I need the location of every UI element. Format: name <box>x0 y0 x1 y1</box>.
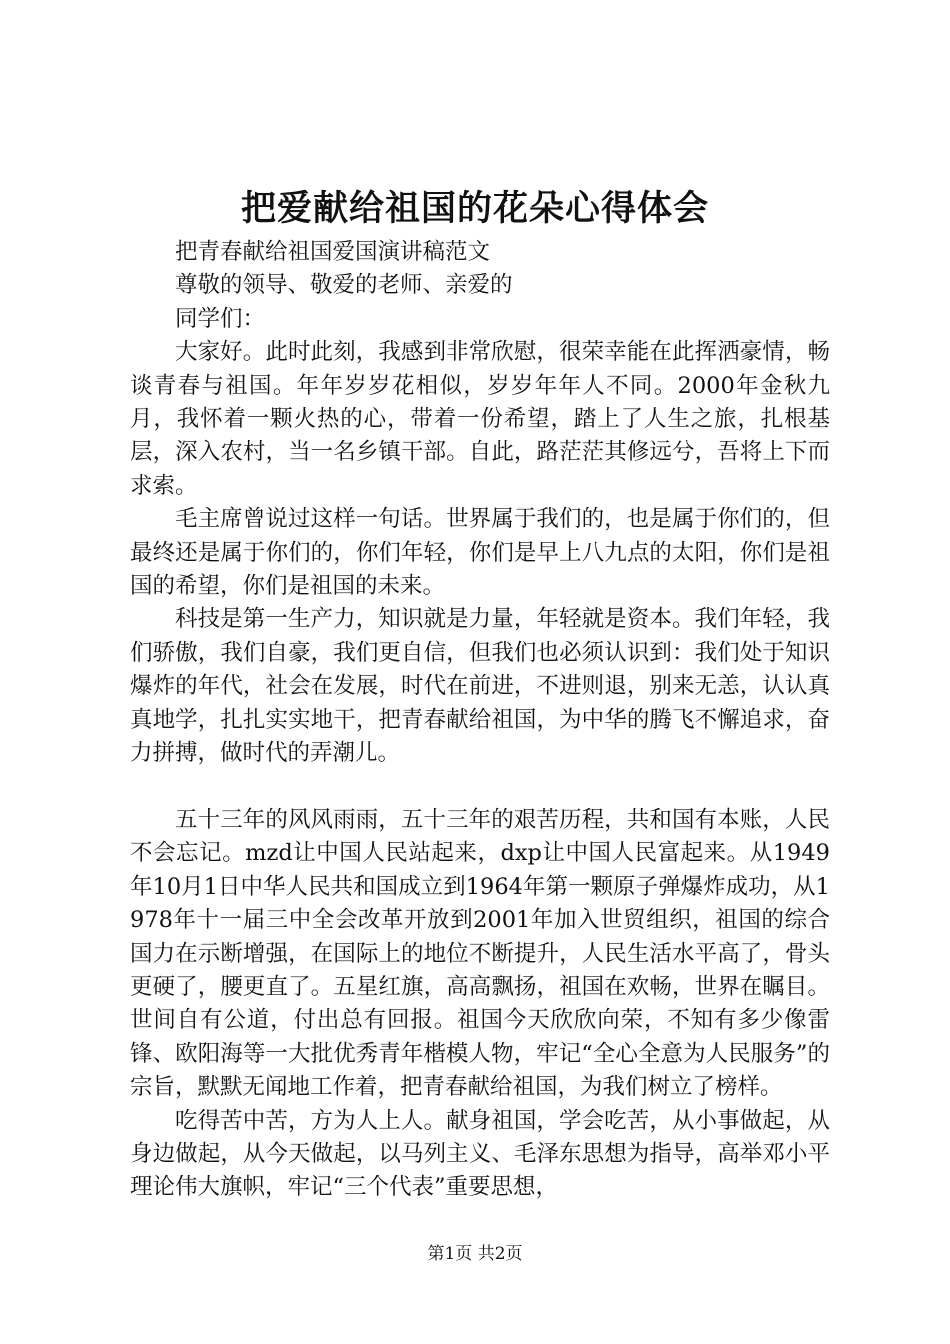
intro-line-2: 尊敬的领导、敬爱的老师、亲爱的 <box>175 272 513 299</box>
paragraph-2: 毛主席曾说过这样一句话。世界属于我们的，也是属于你们的，但最终还是属于你们的，你们年轻，你们是早上八九点的太阳，你们是祖国的希望，你们是祖国的未来。 <box>130 506 830 600</box>
paragraph-3: 科技是第一生产力，知识就是力量，年轻就是资本。我们年轻，我们骄傲，我们自豪，我们更自信，但我们也必须认识到：我们处于知识爆炸的年代，社会在发展，时代在前进，不进则退，别来无恙，认认真真地学，扎扎实实地干，把青春献给祖国，为中华的腾飞不懈追求，奋力拼搏，做时代的弄潮儿。 <box>130 606 830 767</box>
document-title: 把爱献给祖国的花朵心得体会 <box>240 188 709 229</box>
page-footer: 第1页 共2页 <box>427 1244 523 1264</box>
intro-line-1: 把青春献给祖国爱国演讲稿范文 <box>175 239 491 265</box>
paragraph-spacer <box>130 771 830 804</box>
paragraph-4: 五十三年的风风雨雨，五十三年的艰苦历程，共和国有本账，人民不会忘记。mzd让中国人民站起来，dxp让中国人民富起来。从1949年10月1日中华人民共和国成立到1964年第一颗原子弹爆炸成功，从1978年十一届三中全会改革开放到2001年加入世贸组织，祖国的综合国力在示断增强，在国际上的地位不断提升，人民生活水平高了，骨头更硬了，腰更直了。五星红旗，高高飘扬，祖国在欢畅，世界在瞩目。世间自有公道，付出总有回报。祖国今天欣欣向荣，不知有多少像雷锋、欧阳海等一大批优秀青年楷模人物，牢记“全心全意为人民服务”的宗旨，默默无闻地工作着，把青春献给祖国，为我们树立了榜样。 <box>130 806 830 1101</box>
paragraph-1: 大家好。此时此刻，我感到非常欣慰，很荣幸能在此挥洒豪情，畅谈青春与祖国。年年岁岁花相似，岁岁年年人不同。2000年金秋九月，我怀着一颗火热的心，带着一份希望，踏上了人生之旅，扎根基层，深入农村，当一名乡镇干部。自此，路茫茫其修远兮，吾将上下而求索。 <box>130 339 830 499</box>
document-body <box>130 236 830 1205</box>
paragraph-5: 吃得苦中苦，方为人上人。献身祖国，学会吃苦，从小事做起，从身边做起，从今天做起，以马列主义、毛泽东思想为指导，高举邓小平理论伟大旗帜，牢记“三个代表”重要思想， <box>130 1107 830 1201</box>
intro-line-3: 同学们： <box>175 305 266 332</box>
